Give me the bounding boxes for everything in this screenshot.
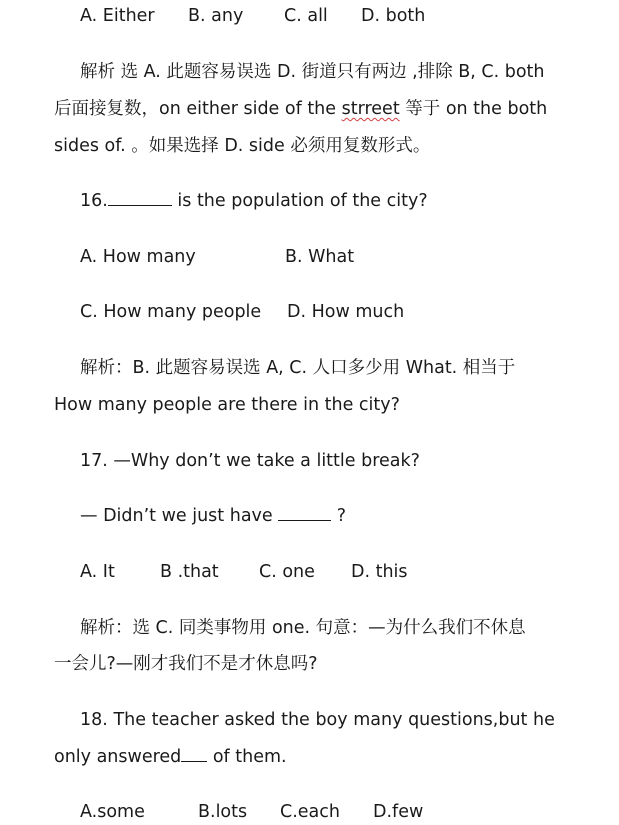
q17-line1: 17. —Why don’t we take a little break? xyxy=(80,451,420,471)
q15-analysis-line3: sides of. 。如果选择 D. side 必须用复数形式。 xyxy=(54,136,431,156)
q16-option-c: C. How many people xyxy=(80,302,262,322)
q15-analysis-line2-post: 等于 on the both xyxy=(399,99,548,119)
q18-word: asked xyxy=(224,710,276,730)
q17-line2-post: ? xyxy=(331,506,347,526)
q18-word: boy xyxy=(315,710,348,730)
q15-option-b: B. any xyxy=(188,6,244,26)
q17-option-d: D. this xyxy=(351,562,408,582)
q17-analysis-line1: 解析：选 C. 同类事物用 one. 句意：—为什么我们不休息 xyxy=(80,618,526,638)
q16-stem-text: is the population of the city? xyxy=(171,191,428,211)
q16-analysis-line2: How many people are there in the city? xyxy=(54,395,400,415)
q15-analysis-line1: 解析 选 A. 此题容易误选 D. 街道只有两边 ,排除 B, C. both xyxy=(80,62,545,82)
q16-stem xyxy=(80,189,428,213)
misspelled-word: strreet xyxy=(341,99,400,119)
q18-line2-pre: only answered xyxy=(54,747,182,767)
q17-option-a: A. It xyxy=(80,562,115,582)
q16-number: 16. xyxy=(80,191,108,211)
q18-line2-post: of them. xyxy=(207,747,287,767)
q17-option-b: B .that xyxy=(160,562,219,582)
q18-word: 18. xyxy=(80,710,108,730)
q18-line1 xyxy=(80,708,555,732)
q15-option-a: A. Either xyxy=(80,6,155,26)
q18-option-c: C.each xyxy=(280,802,340,822)
answer-blank xyxy=(278,504,331,521)
q16-analysis-line1: 解析：B. 此题容易误选 A, C. 人口多少用 What. 相当于 xyxy=(80,358,516,378)
q16-option-a: A. How many xyxy=(80,247,196,267)
q18-word: The xyxy=(113,710,147,730)
q17-line2-pre: — Didn’t we just have xyxy=(80,506,279,526)
q18-word: questions,but xyxy=(408,710,528,730)
q18-word: many xyxy=(353,710,403,730)
q15-analysis-line2-pre: 后面接复数，on either side of the xyxy=(54,99,342,119)
q18-option-b: B.lots xyxy=(198,802,248,822)
q18-option-d: D.few xyxy=(373,802,424,822)
q16-option-b: B. What xyxy=(285,247,355,267)
q18-word: the xyxy=(281,710,310,730)
q15-analysis-line2 xyxy=(54,97,547,121)
q18-option-a: A.some xyxy=(80,802,145,822)
q18-word: he xyxy=(533,710,555,730)
q17-analysis-line2: 一会儿?—刚才我们不是才休息吗? xyxy=(54,654,318,674)
q17-option-c: C. one xyxy=(259,562,315,582)
q18-line2 xyxy=(54,745,287,769)
q15-option-d: D. both xyxy=(361,6,426,26)
answer-blank xyxy=(181,745,207,762)
q15-option-c: C. all xyxy=(284,6,328,26)
q16-option-d: D. How much xyxy=(287,302,405,322)
q18-word: teacher xyxy=(151,710,219,730)
answer-blank xyxy=(108,189,172,206)
q17-line2 xyxy=(80,504,346,528)
